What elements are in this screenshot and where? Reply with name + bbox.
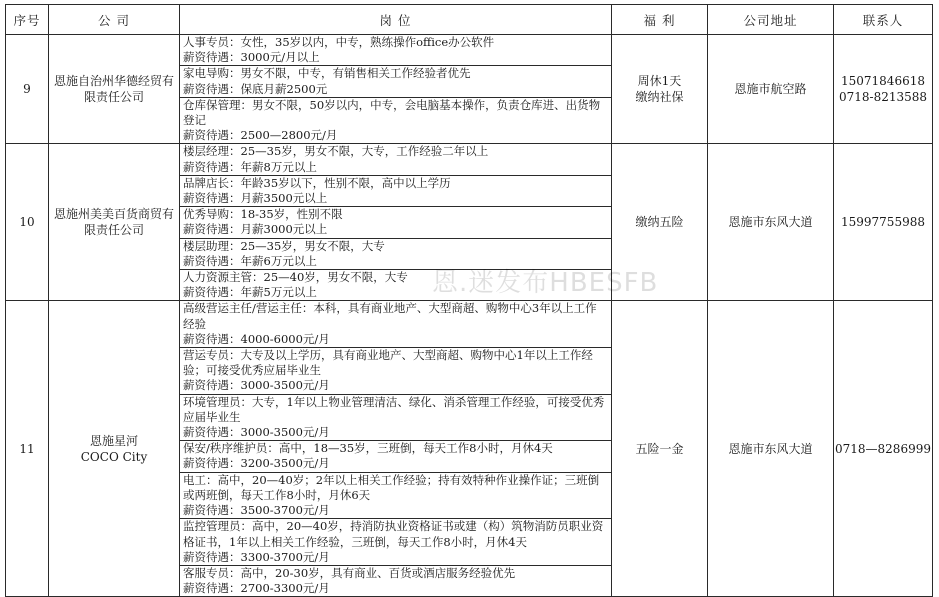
position-item bbox=[180, 519, 611, 566]
position-item bbox=[180, 348, 611, 395]
position-salary: 薪资待遇：3000元/月以上 bbox=[183, 50, 320, 65]
position-salary: 薪资待遇：年薪6万元以上 bbox=[183, 253, 317, 268]
header-company: 公 司 bbox=[49, 5, 180, 35]
position-list bbox=[180, 35, 612, 144]
header-no: 序号 bbox=[6, 5, 49, 35]
header-welfare: 福 利 bbox=[612, 5, 708, 35]
table-body bbox=[6, 35, 933, 597]
position-item bbox=[180, 144, 611, 175]
position-salary: 薪资待遇：保底月薪2500元 bbox=[183, 81, 328, 96]
watermark: 恩.迷发布HBESFB bbox=[432, 268, 659, 298]
position-item bbox=[180, 207, 611, 238]
position-salary: 薪资待遇：4000-6000元/月 bbox=[183, 331, 330, 346]
position-salary: 薪资待遇：年薪5万元以上 bbox=[183, 285, 317, 300]
position-description: 楼层助理：25—35岁，男女不限，大专 bbox=[183, 238, 385, 253]
position-description: 楼层经理：25—35岁，男女不限，大专，工作经验二年以上 bbox=[183, 144, 489, 159]
company-address: 恩施市航空路 bbox=[708, 35, 834, 144]
position-salary: 薪资待遇：3000-3500元/月 bbox=[183, 378, 330, 393]
position-description: 环境管理员：大专，1年以上物业管理清洁、绿化、消杀管理工作经验，可接受优秀应届毕业生 bbox=[183, 394, 605, 424]
position-description: 家电导购：男女不限，中专，有销售相关工作经验者优先 bbox=[183, 66, 471, 81]
position-salary: 薪资待遇：3300-3700元/月 bbox=[183, 549, 330, 564]
table-row bbox=[6, 144, 933, 301]
position-salary: 薪资待遇：2700-3300元/月 bbox=[183, 581, 330, 596]
header-contact: 联系人 bbox=[834, 5, 933, 35]
position-salary: 薪资待遇：月薪3500元以上 bbox=[183, 191, 328, 206]
position-item bbox=[180, 473, 611, 520]
position-list bbox=[180, 301, 612, 597]
position-item bbox=[180, 35, 611, 66]
contact-phone: 15071846618 0718-8213588 bbox=[834, 35, 933, 144]
welfare: 缴纳五险 bbox=[612, 144, 708, 301]
position-description: 高级营运主任/营运主任：本科，具有商业地产、大型商超、购物中心3年以上工作经验 bbox=[183, 301, 597, 331]
company-address: 恩施市东风大道 bbox=[708, 144, 834, 301]
welfare: 五险一金 bbox=[612, 301, 708, 597]
header-address: 公司地址 bbox=[708, 5, 834, 35]
position-salary: 薪资待遇：月薪3000元以上 bbox=[183, 222, 328, 237]
row-number: 11 bbox=[6, 301, 49, 597]
recruitment-table bbox=[5, 4, 933, 597]
position-description: 品牌店长：年龄35岁以下，性别不限，高中以上学历 bbox=[183, 175, 451, 190]
position-description: 客服专员：高中，20-30岁，具有商业、百货或酒店服务经验优先 bbox=[183, 565, 516, 580]
position-description: 优秀导购：18-35岁，性别不限 bbox=[183, 207, 343, 222]
company-name: 恩施星河 COCO City bbox=[49, 301, 180, 597]
position-description: 营运专员：大专及以上学历，具有商业地产、大型商超、购物中心1年以上工作经验；可接受优秀应届毕业生 bbox=[183, 348, 593, 378]
position-salary: 薪资待遇：3000-3500元/月 bbox=[183, 425, 330, 440]
header-position: 岗 位 bbox=[180, 5, 612, 35]
position-description: 仓库保管理：男女不限，50岁以内，中专，会电脑基本操作，负责仓库进、出货物登记 bbox=[183, 97, 601, 128]
position-salary: 薪资待遇：3200-3500元/月 bbox=[183, 456, 330, 471]
position-description: 保安/秩序维护员：高中，18—35岁，三班倒，每天工作8小时，月休4天 bbox=[183, 441, 553, 456]
position-item bbox=[180, 301, 611, 348]
row-number: 10 bbox=[6, 144, 49, 301]
position-item bbox=[180, 176, 611, 207]
table-row bbox=[6, 35, 933, 144]
position-description: 监控管理员：高中，20—40岁，持消防执业资格证书或建（构）筑物消防员职业资格证书，1年以上相关工作经验，三班倒，每天工作8小时，月休4天 bbox=[183, 519, 604, 549]
company-name: 恩施州美美百货商贸有限责任公司 bbox=[49, 144, 180, 301]
contact-phone: 15997755988 bbox=[834, 144, 933, 301]
company-name: 恩施自治州华德经贸有限责任公司 bbox=[49, 35, 180, 144]
table-row bbox=[6, 301, 933, 597]
position-salary: 薪资待遇：3500-3700元/月 bbox=[183, 503, 330, 518]
position-salary: 薪资待遇：2500—2800元/月 bbox=[183, 128, 338, 143]
position-item bbox=[180, 270, 611, 300]
position-item bbox=[180, 66, 611, 97]
welfare: 周休1天 缴纳社保 bbox=[612, 35, 708, 144]
position-salary: 薪资待遇：年薪8万元以上 bbox=[183, 159, 317, 174]
row-number: 9 bbox=[6, 35, 49, 144]
position-description: 电工：高中，20—40岁；2年以上相关工作经验；持有效特种作业操作证；三班倒或两班倒，每天工作8小时，月休6天 bbox=[183, 472, 600, 502]
header-row bbox=[6, 5, 933, 35]
position-list bbox=[180, 144, 612, 301]
company-address: 恩施市东风大道 bbox=[708, 301, 834, 597]
position-item bbox=[180, 395, 611, 442]
position-item bbox=[180, 98, 611, 144]
contact-phone: 0718—8286999 bbox=[834, 301, 933, 597]
position-item bbox=[180, 239, 611, 270]
position-item bbox=[180, 441, 611, 472]
position-description: 人力资源主管：25—40岁，男女不限，大专 bbox=[183, 270, 408, 285]
position-description: 人事专员：女性，35岁以内，中专，熟练操作office办公软件 bbox=[183, 35, 495, 49]
